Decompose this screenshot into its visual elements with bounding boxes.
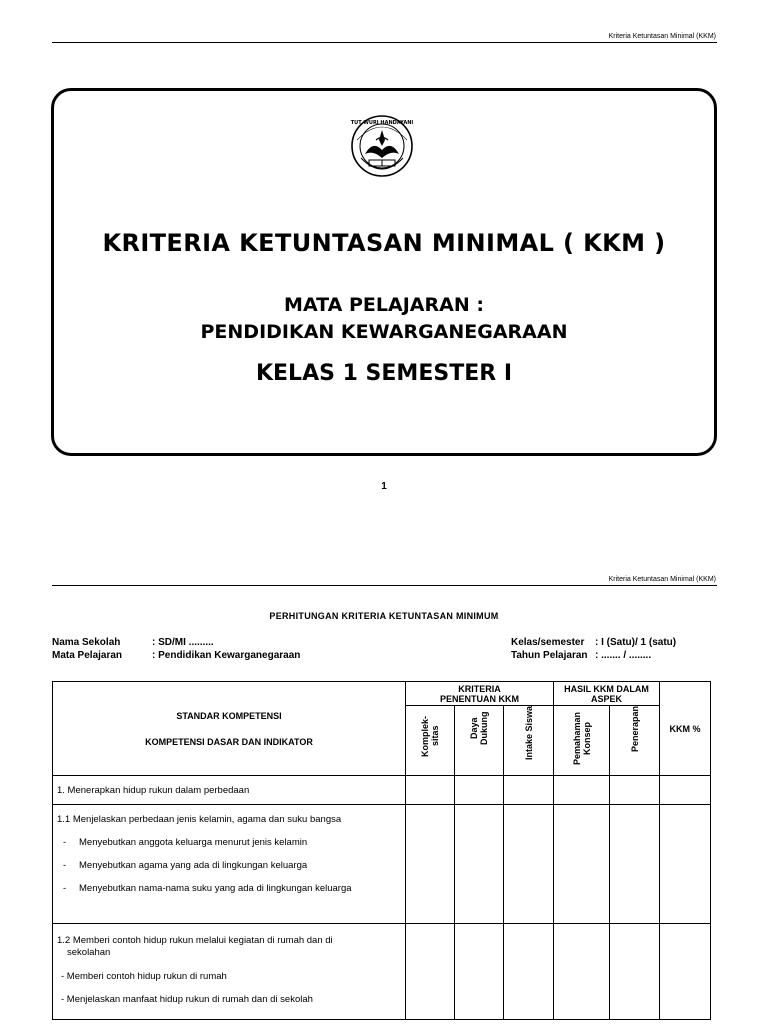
page2-header-text: Kriteria Ketuntasan Minimal (KKM)	[608, 576, 716, 583]
table-row	[53, 776, 711, 805]
col-daya-dukung: Daya Dukung	[455, 706, 504, 776]
row2-cell	[53, 805, 406, 924]
col-kompleksitas: Komplek-sitas	[406, 706, 455, 776]
page2-header-rule	[52, 585, 717, 586]
col-pemahaman-konsep: Pemahaman Konsep	[554, 706, 610, 776]
class-label: Kelas/semester	[511, 637, 585, 648]
info-left	[52, 636, 300, 662]
table-row	[53, 805, 711, 924]
indicator-1: - Menyebutkan anggota keluarga menurut jenis kelamin	[63, 837, 308, 848]
subject-value: : Pendidikan Kewarganegaraan	[152, 650, 301, 661]
year-label: Tahun Pelajaran	[511, 650, 588, 661]
indicator-3: - Menyebutkan nama-nama suku yang ada di lingkungan keluarga	[63, 883, 352, 894]
row3-title-a: 1.2 Memberi contoh hidup rukun melalui kegiatan di rumah dan di	[57, 935, 333, 946]
row3-indicator-1: - Memberi contoh hidup rukun di rumah	[61, 971, 227, 982]
kd-header: KOMPETENSI DASAR DAN INDIKATOR	[145, 736, 313, 747]
info-right	[511, 636, 676, 662]
kkm-table	[52, 681, 711, 1020]
row3-indicator-2: - Menjelaskan manfaat hidup rukun di rumah dan di sekolah	[61, 994, 313, 1005]
kriteria-header: KRITERIA PENENTUAN KKM	[406, 682, 554, 706]
table-row	[53, 924, 711, 1020]
row1-text: 1. Menerapkan hidup rukun dalam perbedaan	[53, 776, 406, 805]
tut-wuri-handayani-logo	[347, 110, 417, 190]
hasil-header: HASIL KKM DALAM ASPEK	[554, 682, 660, 706]
cover-class-semester: KELAS 1 SEMESTER I	[255, 361, 513, 386]
page1-header-text: Kriteria Ketuntasan Minimal (KKM)	[608, 33, 716, 40]
logo-motto: TUT WURI HANDAYANI	[350, 120, 414, 126]
calculation-title: PERHITUNGAN KRITERIA KETUNTASAN MINIMUM	[269, 611, 499, 621]
sk-kd-header-cell	[53, 682, 406, 776]
class-value: : I (Satu)/ 1 (satu)	[595, 637, 677, 648]
school-label: Nama Sekolah	[52, 637, 121, 648]
subject-label: Mata Pelajaran	[52, 650, 123, 661]
cover-subject-label: MATA PELAJARAN :	[284, 294, 484, 316]
kkm-header: KKM %	[660, 682, 711, 776]
indicator-2: - Menyebutkan agama yang ada di lingkungan keluarga	[63, 860, 308, 871]
col-penerapan: Penerapan	[610, 706, 660, 776]
page1-header-rule	[52, 42, 717, 43]
school-value: : SD/MI .........	[152, 637, 214, 648]
col-intake-siswa: Intake Siswa	[504, 706, 554, 776]
page-number: 1	[381, 481, 387, 492]
cover-subject: PENDIDIKAN KEWARGANEGARAAN	[200, 321, 568, 343]
row3-title-b: sekolahan	[67, 947, 111, 958]
year-value: : ....... / ........	[595, 650, 652, 661]
sk-header: STANDAR KOMPETENSI	[176, 710, 282, 721]
cover-title: KRITERIA KETUNTASAN MINIMAL ( KKM )	[102, 229, 666, 257]
row2-title: 1.1 Menjelaskan perbedaan jenis kelamin, agama dan suku bangsa	[57, 814, 342, 825]
row3-cell	[53, 924, 406, 1020]
cover-box	[51, 88, 717, 456]
